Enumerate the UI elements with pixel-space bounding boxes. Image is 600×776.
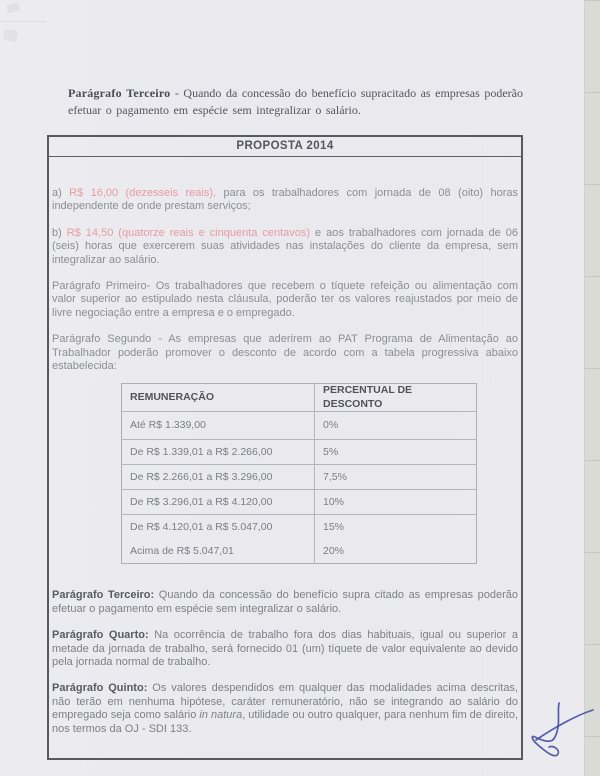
table-header-percentual: PERCENTUAL DE DESCONTO: [323, 384, 413, 410]
paragraph-terceiro-lead: Parágrafo Terceiro:: [52, 589, 155, 602]
remuneration-cell: Acima de R$ 5.047,01: [122, 539, 315, 564]
proposal-box: [47, 135, 523, 760]
intro-paragraph-lead: Parágrafo Terceiro: [68, 86, 171, 100]
table-row: [122, 515, 477, 540]
intro-paragraph-text: - Quando da concessão do benefício supracitado as empresas poderão efetuar o pagamento em espécie sem integralizar o salário.: [68, 86, 523, 117]
discount-cell: 7,5%: [323, 470, 347, 483]
clause-b-label: b): [52, 226, 62, 239]
scan-smudge: [3, 29, 18, 42]
discount-cell: 5%: [323, 445, 339, 458]
remuneration-cell: De R$ 2.266,01 a R$ 3.296,00: [122, 465, 315, 490]
paragraph-quinto-text-1: Os valores despendidos em qualquer das modalidades acima descritas, não terão em nenhuma hipótese, caráter remuneratório, não se integrando ao salário do empregado seja como salário: [52, 682, 518, 722]
clause-b-text: e aos trabalhadores com jornada de 06 (seis) horas que exercerem suas atividades nas instalações do cliente da empresa, sem integralizar ao salário.: [52, 226, 518, 266]
clause-a-amount: R$ 16,00 (dezesseis reais),: [61, 187, 217, 199]
table-row: [122, 412, 477, 440]
paragraph-segundo: Parágrafo Segundo - As empresas que aderirem ao PAT Programa de Alimentação ao Trabalhador poderão promover o desconto de acordo com a tabela progressiva abaixo estabelecida:: [52, 333, 518, 373]
paper-crease: [0, 21, 46, 22]
clause-b-amount: R$ 14,50 (quatorze reais e cinquenta centavos): [61, 226, 311, 239]
paragraph-terceiro-text: Quando da concessão do benefício supra citado as empresas poderão efetuar o pagamento em espécie sem integralizar o salário.: [52, 589, 519, 615]
table-row: [122, 440, 477, 465]
table-header-remuneracao: REMUNERAÇÃO: [122, 384, 315, 412]
paragraph-quarto-text: Na ocorrência de trabalho fora dos dias habituais, igual ou superior a metade da jornada de trabalho, será fornecido 01 (um) tíquete de valor equivalente ao devido pela jornada normal de trabalho.: [52, 629, 518, 668]
clause-a-text: para os trabalhadores com jornada de 08 (oito) horas independente de onde prestam serviços;: [52, 187, 519, 213]
paragraph-quarto: [52, 629, 518, 669]
paragraph-terceiro: [52, 589, 518, 616]
clause-a: [52, 187, 518, 214]
discount-cell: 15%: [323, 520, 345, 533]
proposal-body: [49, 157, 521, 736]
paragraph-quinto-italic: in natura: [199, 709, 243, 722]
paragraph-primeiro: Parágrafo Primeiro- Os trabalhadores que recebem o tíquete refeição ou alimentação com valor superior ao estipulado nesta cláusula, poderão ter os valores reajustados por meio de livre negociação entre a empresa e o empregado.: [52, 280, 518, 319]
scanner-edge-strip: [584, 0, 600, 776]
paragraph-quinto-text-2: , utilidade ou outro qualquer, para nenhum fim de direito, nos termos da OJ - SDI 133.: [52, 709, 518, 735]
paragraph-quinto: [52, 682, 518, 736]
paragraph-quinto-lead: Parágrafo Quinto:: [52, 682, 148, 695]
clause-b: [52, 227, 518, 267]
discount-table: [121, 383, 477, 564]
remuneration-cell: De R$ 3.296,01 a R$ 4.120,00: [122, 490, 315, 515]
paragraph-quarto-lead: Parágrafo Quarto:: [52, 629, 149, 642]
discount-cell: 10%: [323, 495, 345, 508]
discount-cell: 0%: [323, 419, 339, 432]
table-row: [122, 465, 477, 490]
remuneration-cell: De R$ 4.120,01 a R$ 5.047,00: [122, 515, 315, 540]
remuneration-cell: Até R$ 1.339,00: [122, 412, 315, 440]
scan-smudge: [6, 3, 20, 14]
bottom-clauses: [52, 589, 518, 736]
table-header-row: [122, 384, 477, 412]
clause-a-label: a): [52, 187, 62, 199]
intro-paragraph: [68, 85, 523, 119]
remuneration-cell: De R$ 1.339,01 a R$ 2.266,00: [122, 440, 315, 465]
discount-cell: 20%: [323, 544, 345, 557]
handwritten-signature-initial: [505, 688, 600, 776]
table-row: [122, 539, 477, 564]
table-row: [122, 490, 477, 515]
proposal-title: PROPOSTA 2014: [49, 137, 521, 157]
